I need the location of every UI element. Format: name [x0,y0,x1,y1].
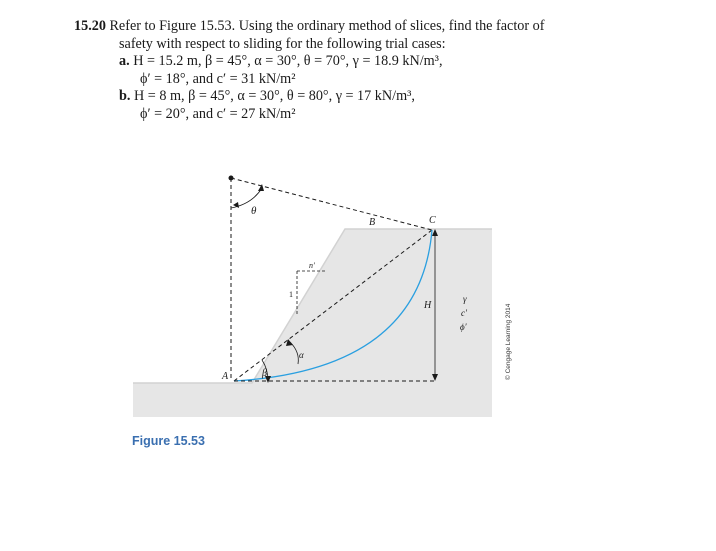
label-h: H [424,300,432,311]
problem-number: 15.20 [74,18,106,34]
case-a-label: a. [119,53,130,70]
label-cohesion: c′ [461,308,467,318]
label-slope-h: n′ [309,261,315,270]
label-phi: ϕ′ [460,322,467,332]
label-alpha: α [299,350,304,360]
problem-intro-1: Refer to Figure 15.53. Using the ordinary method of slices, find the factor of [109,18,545,34]
label-b: B [369,217,376,228]
soil-mass [133,229,492,417]
circle-center-point [229,176,234,181]
label-beta: β [262,368,267,379]
case-a-values-1: H = 15.2 m, β = 45°, α = 30°, θ = 70°, γ = 18.9 kN/m³, [133,53,443,70]
case-b-values-2: ϕ′ = 20°, and c′ = 27 kN/m² [140,105,296,122]
label-slope-v: 1 [289,290,293,299]
label-c: C [429,215,436,226]
figure-caption: Figure 15.53 [132,434,205,448]
case-b-label: b. [119,88,131,105]
case-a-values-2: ϕ′ = 18°, and c′ = 31 kN/m² [140,70,296,87]
label-a: A [222,371,229,382]
copyright-notice: © Cengage Learning 2014 [505,303,512,380]
case-b-values-1: H = 8 m, β = 45°, α = 30°, θ = 80°, γ = 17 kN/m³, [133,88,415,105]
label-gamma: γ [463,294,467,304]
problem-intro-2: safety with respect to sliding for the following trial cases: [119,35,446,52]
label-theta: θ [251,205,257,217]
